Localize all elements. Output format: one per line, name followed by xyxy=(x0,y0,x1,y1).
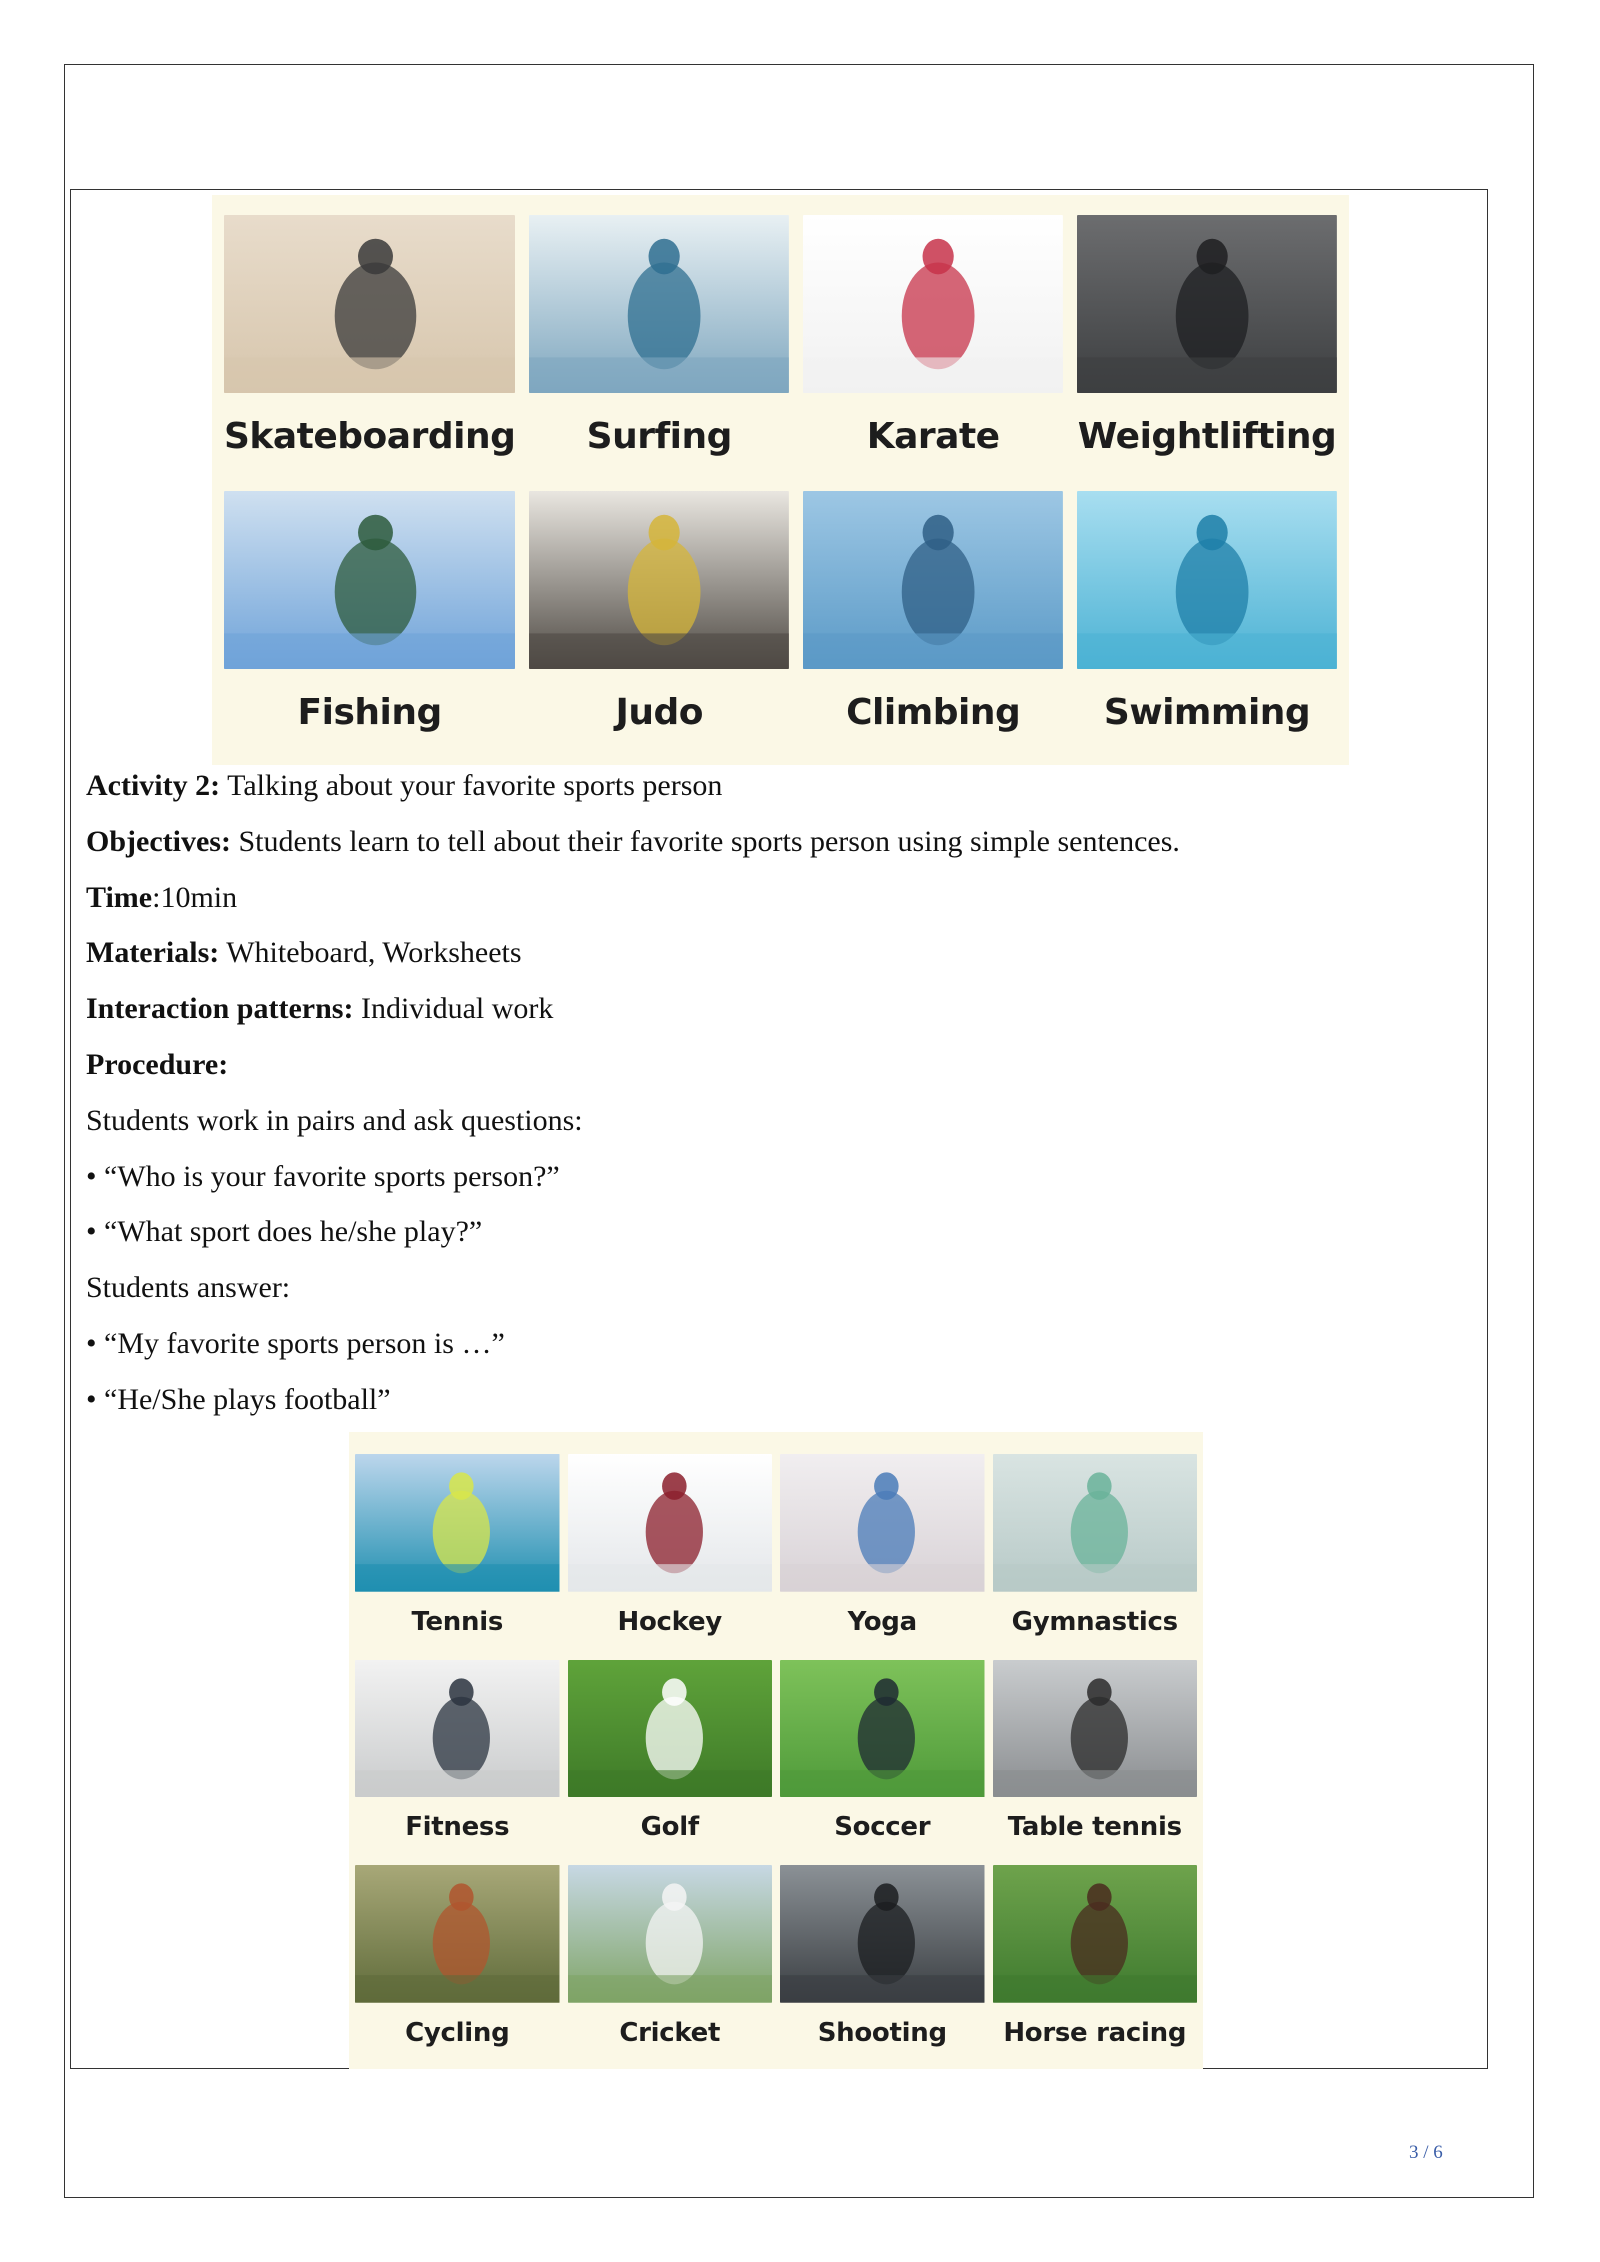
cycling-photo xyxy=(355,1865,560,2003)
sport-tile-fitness xyxy=(355,1660,560,1858)
sport-tile-judo xyxy=(529,491,789,757)
time: Time:10min xyxy=(86,880,238,914)
sport-label: Horse racing xyxy=(1003,2018,1187,2048)
procedure-line: • “My favorite sports person is …” xyxy=(86,1326,505,1360)
interaction-patterns: Interaction patterns: Individual work xyxy=(86,992,554,1026)
sport-label: Table tennis xyxy=(1007,1812,1182,1843)
sport-tile-karate xyxy=(803,215,1063,481)
sport-tile-gymnastics xyxy=(993,1454,1198,1652)
horse-racing-photo xyxy=(993,1865,1198,2003)
procedure-heading: Procedure: xyxy=(86,1047,229,1081)
sport-label: Hockey xyxy=(617,1606,722,1637)
procedure-line: Students answer: xyxy=(86,1271,291,1305)
sport-tile-surfing xyxy=(529,215,789,481)
sport-tile-fishing xyxy=(224,491,515,757)
sport-tile-cycling xyxy=(355,1865,560,2063)
sport-label: Cycling xyxy=(405,2018,510,2048)
sport-tile-climbing xyxy=(803,491,1063,757)
sport-label: Shooting xyxy=(817,2018,947,2048)
sport-label: Cricket xyxy=(619,2018,721,2048)
sport-label: Gymnastics xyxy=(1011,1606,1178,1637)
table-tennis-photo xyxy=(993,1660,1198,1798)
sport-label: Skateboarding xyxy=(224,416,516,457)
sport-label: Tennis xyxy=(411,1606,504,1637)
sport-label: Fitness xyxy=(405,1812,510,1843)
objectives: Objectives: Students learn to tell about their favorite sports person using simple sentences. xyxy=(86,824,1180,858)
sport-tile-tennis xyxy=(355,1454,560,1652)
climbing-photo xyxy=(803,491,1063,669)
gymnastics-photo xyxy=(993,1454,1198,1592)
procedure-line: Students work in pairs and ask questions: xyxy=(86,1103,583,1137)
sport-label: Swimming xyxy=(1103,692,1311,733)
judo-photo xyxy=(529,491,789,669)
sport-label: Fishing xyxy=(297,692,442,733)
sport-label: Surfing xyxy=(586,416,732,457)
sport-tile-shooting xyxy=(780,1865,985,2063)
sport-label: Karate xyxy=(866,416,1000,457)
procedure-line: • “Who is your favorite sports person?” xyxy=(86,1159,560,1193)
hockey-photo xyxy=(568,1454,773,1592)
sport-tile-yoga xyxy=(780,1454,985,1652)
sport-label: Judo xyxy=(615,692,704,733)
sport-tile-soccer xyxy=(780,1660,985,1858)
sport-tile-skateboarding xyxy=(224,215,515,481)
soccer-photo xyxy=(780,1660,985,1798)
skateboard-photo xyxy=(224,215,515,393)
sport-label: Weightlifting xyxy=(1077,416,1337,457)
cricket-photo xyxy=(568,1865,773,2003)
sport-label: Climbing xyxy=(846,692,1021,733)
materials: Materials: Whiteboard, Worksheets xyxy=(86,936,522,970)
sport-label: Yoga xyxy=(847,1606,917,1637)
shooting-photo xyxy=(780,1865,985,2003)
swimming-photo xyxy=(1077,491,1337,669)
sport-tile-weightlifting xyxy=(1077,215,1337,481)
procedure-line: • “He/She plays football” xyxy=(86,1382,391,1416)
fishing-photo xyxy=(224,491,515,669)
sport-label: Soccer xyxy=(834,1812,931,1843)
karate-photo xyxy=(803,215,1063,393)
sport-tile-cricket xyxy=(568,1865,773,2063)
sport-tile-golf xyxy=(568,1660,773,1858)
sport-tile-table-tennis xyxy=(993,1660,1198,1858)
sport-tile-horse-racing xyxy=(993,1865,1198,2063)
golf-photo xyxy=(568,1660,773,1798)
tennis-photo xyxy=(355,1454,560,1592)
page-number: 3 / 6 xyxy=(1409,2142,1443,2163)
sports-vocabulary-grid-2 xyxy=(349,1432,1203,2069)
sport-tile-swimming xyxy=(1077,491,1337,757)
sport-label: Golf xyxy=(640,1812,699,1843)
fitness-photo xyxy=(355,1660,560,1798)
surfing-photo xyxy=(529,215,789,393)
yoga-photo xyxy=(780,1454,985,1592)
activity-title: Activity 2: Talking about your favorite sports person xyxy=(86,769,723,802)
weightlifting-photo xyxy=(1077,215,1337,393)
procedure-line: • “What sport does he/she play?” xyxy=(86,1215,483,1249)
activity-2-section xyxy=(86,758,1466,1428)
sports-vocabulary-grid-1 xyxy=(212,195,1349,765)
sport-tile-hockey xyxy=(568,1454,773,1652)
